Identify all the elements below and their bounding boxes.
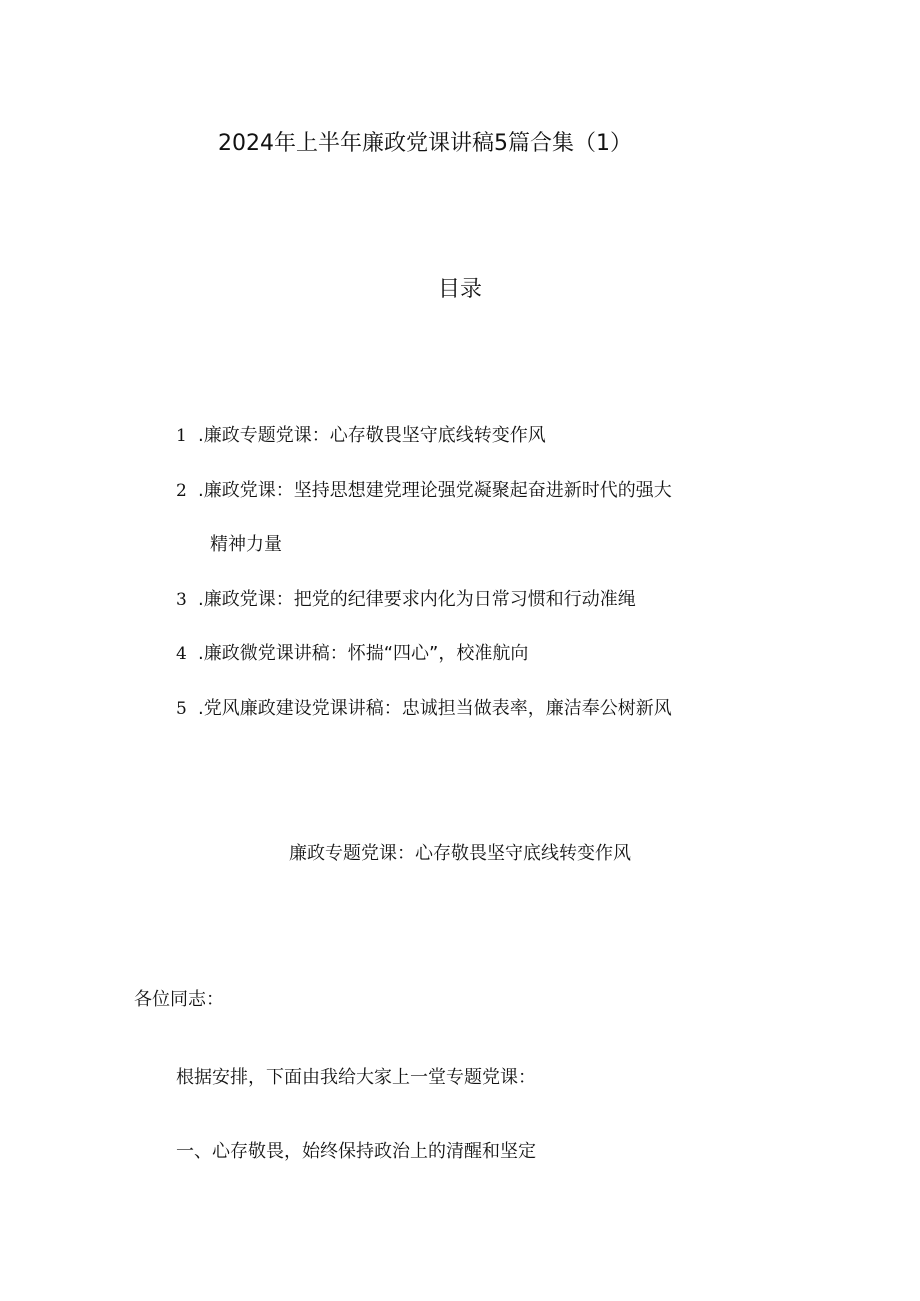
toc-item-number: 1: [176, 426, 187, 446]
toc-item-number: 2: [176, 481, 187, 501]
toc-item-number: 5: [176, 699, 187, 719]
toc-item-text: .廉政党课：坚持思想建党理论强党凝聚起奋进新时代的强大: [198, 480, 672, 501]
toc-item-2-continuation: 精神力量: [210, 534, 282, 555]
intro-paragraph: 根据安排，下面由我给大家上一堂专题党课：: [176, 1067, 536, 1088]
toc-item-text: .党风廉政建设党课讲稿：忠诚担当做表率，廉洁奉公树新风: [198, 698, 672, 719]
section-heading-1: 一、心存敬畏，始终保持政治上的清醒和坚定: [176, 1141, 536, 1162]
toc-item-5: [176, 693, 672, 725]
toc-item-number: 4: [176, 644, 187, 664]
toc-item-1: [176, 420, 546, 452]
toc-heading: 目录: [437, 277, 482, 302]
toc-item-2: [176, 475, 672, 507]
toc-item-text: .廉政微党课讲稿：怀揣“四心”，校准航向: [198, 643, 529, 664]
toc-item-number: 3: [176, 590, 187, 610]
section-title: 廉政专题党课：心存敬畏坚守底线转变作风: [289, 843, 631, 864]
toc-item-text: .廉政党课：把党的纪律要求内化为日常习惯和行动准绳: [198, 589, 636, 610]
toc-item-4: [176, 638, 528, 670]
toc-item-text: .廉政专题党课：心存敬畏坚守底线转变作风: [198, 425, 546, 446]
toc-item-3: [176, 584, 636, 616]
document-title: 2024年上半年廉政党课讲稿5篇合集（1）: [218, 131, 632, 156]
greeting: 各位同志：: [134, 989, 224, 1010]
